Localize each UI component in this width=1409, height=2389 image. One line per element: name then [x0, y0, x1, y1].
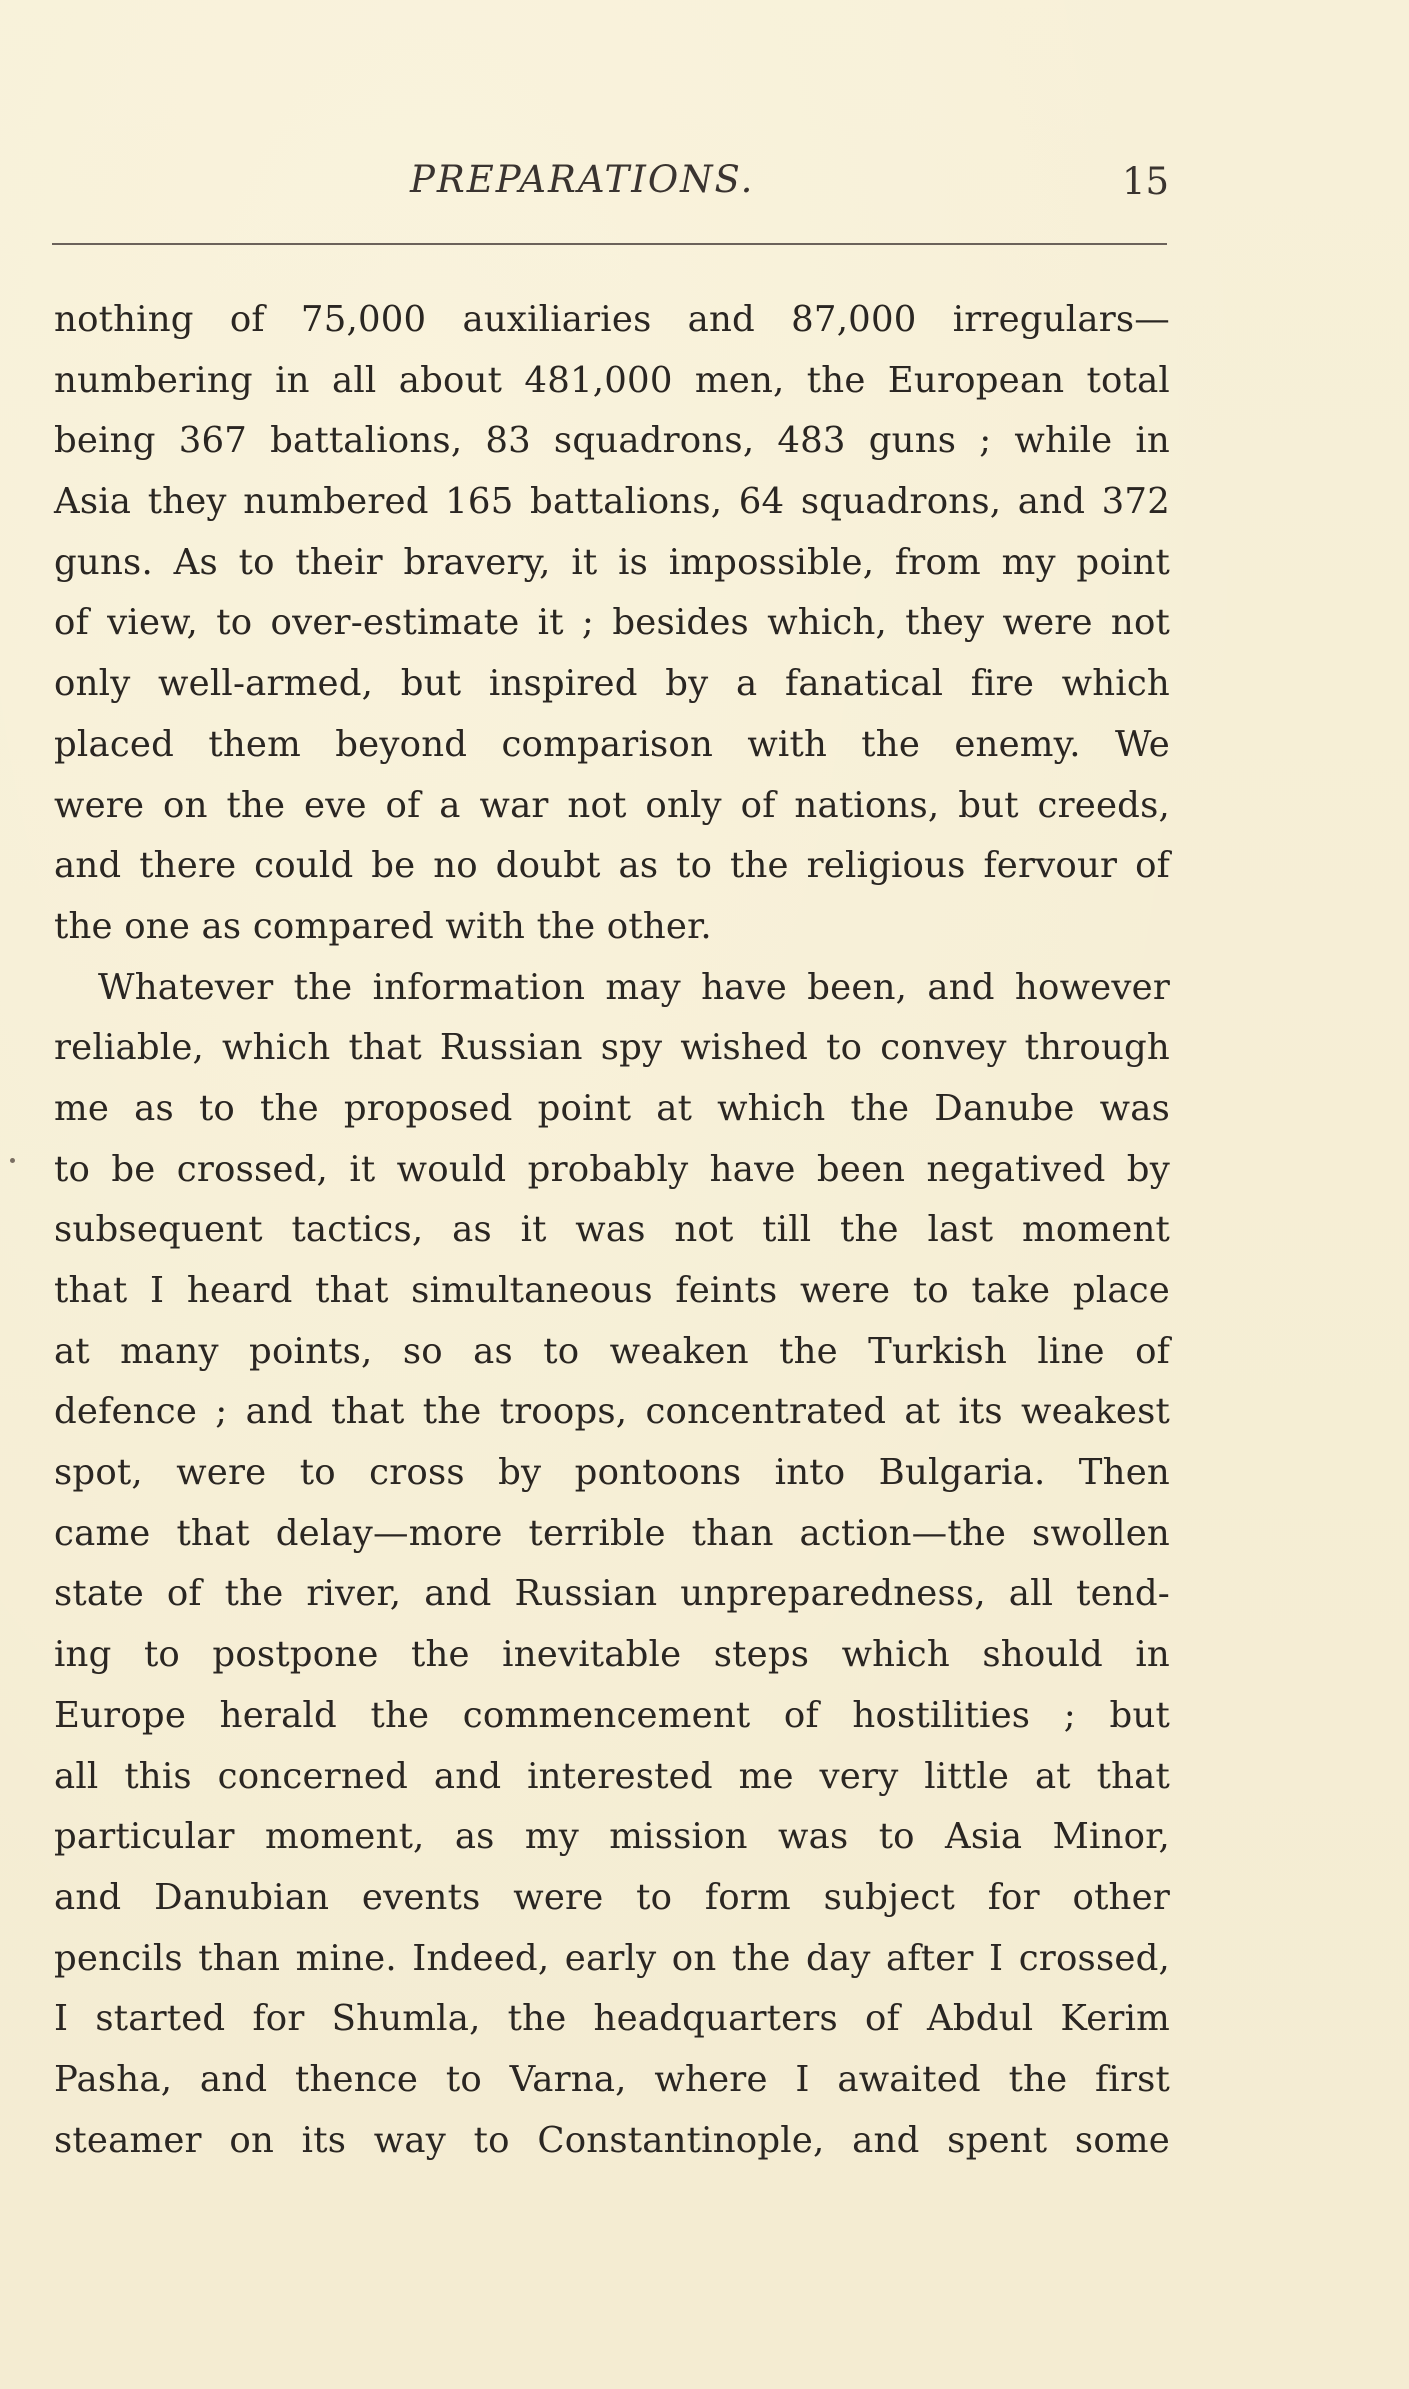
text-line: being 367 battalions, 83 squadrons, 483 guns ; while in	[54, 420, 1170, 462]
text-line: placed them beyond comparison with the enemy. We	[54, 723, 1170, 765]
page-number: 15	[1122, 160, 1170, 203]
text-line: were on the eve of a war not only of nations, but creeds,	[54, 784, 1170, 826]
text-line: spot, were to cross by pontoons into Bulgaria. Then	[54, 1452, 1170, 1494]
text-line: defence ; and that the troops, concentrated at its weakest	[54, 1391, 1170, 1433]
text-line: I started for Shumla, the headquarters of Abdul Kerim	[54, 1998, 1170, 2040]
text-line: Europe herald the commencement of hostilities ; but	[54, 1694, 1170, 1736]
text-line: at many points, so as to weaken the Turkish line of	[54, 1330, 1170, 1372]
text-line: subsequent tactics, as it was not till the last moment	[54, 1209, 1170, 1251]
text-line: Asia they numbered 165 battalions, 64 squadrons, and 372	[54, 481, 1170, 523]
text-line: to be crossed, it would probably have been negatived by	[54, 1148, 1170, 1190]
header-rule	[52, 243, 1167, 245]
text-line: and Danubian events were to form subject for other	[54, 1876, 1170, 1918]
text-line: pencils than mine. Indeed, early on the day after I crossed,	[54, 1937, 1170, 1979]
text-line: nothing of 75,000 auxiliaries and 87,000 irregulars—	[54, 299, 1170, 340]
text-line: all this concerned and interested me very little at that	[54, 1755, 1170, 1797]
paper-speck	[10, 1158, 15, 1163]
text-line: steamer on its way to Constantinople, and spent some	[54, 2119, 1170, 2161]
text-line: came that delay—more terrible than action—the swollen	[54, 1512, 1170, 1554]
text-line: guns. As to their bravery, it is impossible, from my point	[54, 541, 1170, 583]
text-line: of view, to over-estimate it ; besides which, they were not	[54, 602, 1170, 644]
text-line: Pasha, and thence to Varna, where I awaited the first	[54, 2058, 1170, 2100]
text-line: particular moment, as my mission was to Asia Minor,	[54, 1816, 1170, 1858]
text-line: only well-armed, but inspired by a fanatical fire which	[54, 663, 1170, 705]
text-line: and there could be no doubt as to the religious fervour of	[54, 845, 1170, 887]
text-line: me as to the proposed point at which the Danube was	[54, 1087, 1170, 1129]
text-line: the one as compared with the other.	[54, 905, 712, 947]
text-line: numbering in all about 481,000 men, the European total	[54, 359, 1170, 401]
text-line: state of the river, and Russian unpreparedness, all tend-	[54, 1573, 1170, 1615]
text-line: Whatever the information may have been, and however	[98, 966, 1170, 1008]
body-text	[54, 290, 1170, 2171]
running-title: PREPARATIONS.	[410, 158, 755, 201]
text-line: reliable, which that Russian spy wished to convey through	[54, 1027, 1170, 1069]
running-head	[0, 158, 1409, 208]
text-line: that I heard that simultaneous feints were to take place	[54, 1270, 1170, 1311]
text-line: ing to postpone the inevitable steps which should in	[54, 1634, 1170, 1676]
